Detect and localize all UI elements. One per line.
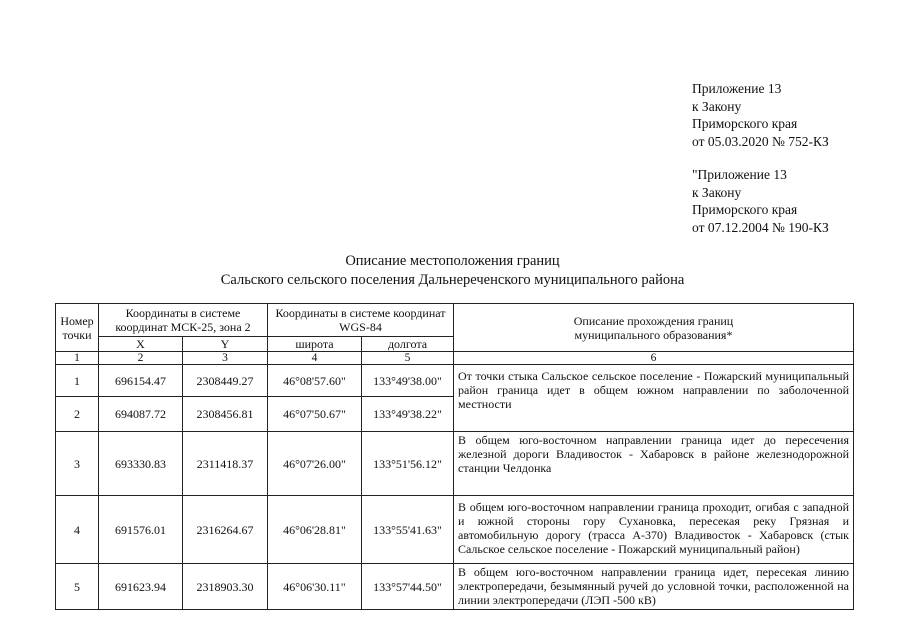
header-point-no: Номер точки [56,304,99,352]
coord-latitude: 46°08'57.60" [268,365,362,397]
appendix-line: Приморского края [692,202,798,217]
coord-y: 2311418.37 [183,432,268,496]
document-title [0,252,905,290]
appendix-line: к Закону [692,98,742,114]
table-row [56,564,854,610]
point-number: 1 [56,365,99,397]
appendix-line: "Приложение 13 [692,167,787,182]
column-number: 6 [454,352,854,365]
appendix-note-original [692,166,829,236]
segment-description: От точки стыка Сальское сельское поселение - Пожарский муниципальный район граница идет в общем южном направлении по заболоченной местности [454,365,854,432]
column-number: 4 [268,352,362,365]
coord-x: 694087.72 [99,397,183,432]
column-number: 3 [183,352,268,365]
coord-x: 696154.47 [99,365,183,397]
segment-description: В общем юго-восточном направлении граница идет, пересекая линию электропередачи, безымянный ручей до условной точки, расположенной на линии электропередачи (ЛЭП -500 кВ) [454,564,854,610]
coord-latitude: 46°07'26.00" [268,432,362,496]
coord-y: 2308456.81 [183,397,268,432]
appendix-line: Приморского края [692,116,798,131]
coord-latitude: 46°06'30.11" [268,564,362,610]
header-description [454,304,854,352]
header-wgs-coordinates: Координаты в системе координат WGS-84 [268,304,454,337]
column-number: 1 [56,352,99,365]
boundary-table [55,303,854,610]
header-msk-coordinates: Координаты в системе координат МСК-25, зона 2 [99,304,268,337]
coord-longitude: 133°51'56.12" [362,432,454,496]
header-longitude: долгота [362,337,454,352]
point-number: 3 [56,432,99,496]
coord-longitude: 133°55'41.63" [362,496,454,564]
coord-latitude: 46°07'50.67" [268,397,362,432]
appendix-line: Приложение 13 [692,81,782,96]
segment-description: В общем юго-восточном направлении граница проходит, огибая с западной и южной стороны гору Сухановка, пересекая реку Грязная и автомобильную дорогу (трасса А-370) Владивосток - Хабаровск (стык Сальское сельское поселение - Пожарский муниципальный район) [454,496,854,564]
point-number: 4 [56,496,99,564]
table-row [56,496,854,564]
coord-x: 691623.94 [99,564,183,610]
appendix-line: к Закону [692,184,742,200]
header-y: Y [183,337,268,352]
coord-latitude: 46°06'28.81" [268,496,362,564]
header-description-text: Описание прохождения границ муниципального образования* [573,313,734,342]
appendix-line: от 07.12.2004 № 190-КЗ [692,219,829,235]
coord-x: 693330.83 [99,432,183,496]
column-number-row [56,352,854,365]
point-number: 2 [56,397,99,432]
segment-description: В общем юго-восточном направлении граница идет до пересечения железной дороги Владивосток - Хабаровск в районе железнодорожной станции Челдонка [454,432,854,496]
point-number: 5 [56,564,99,610]
column-number: 5 [362,352,454,365]
header-x: X [99,337,183,352]
coord-y: 2318903.30 [183,564,268,610]
header-row [56,304,854,337]
coord-x: 691576.01 [99,496,183,564]
table-row [56,365,854,397]
coord-longitude: 133°49'38.00" [362,365,454,397]
coord-y: 2308449.27 [183,365,268,397]
coord-longitude: 133°57'44.50" [362,564,454,610]
appendix-note-current [692,80,829,150]
title-line-1: Описание местоположения границ [345,253,560,269]
coord-y: 2316264.67 [183,496,268,564]
table-row [56,432,854,496]
header-latitude: широта [268,337,362,352]
appendix-line: от 05.03.2020 № 752-КЗ [692,133,829,149]
column-number: 2 [99,352,183,365]
coord-longitude: 133°49'38.22" [362,397,454,432]
title-line-2: Сальского сельского поселения Дальнереченского муниципального района [220,272,685,288]
